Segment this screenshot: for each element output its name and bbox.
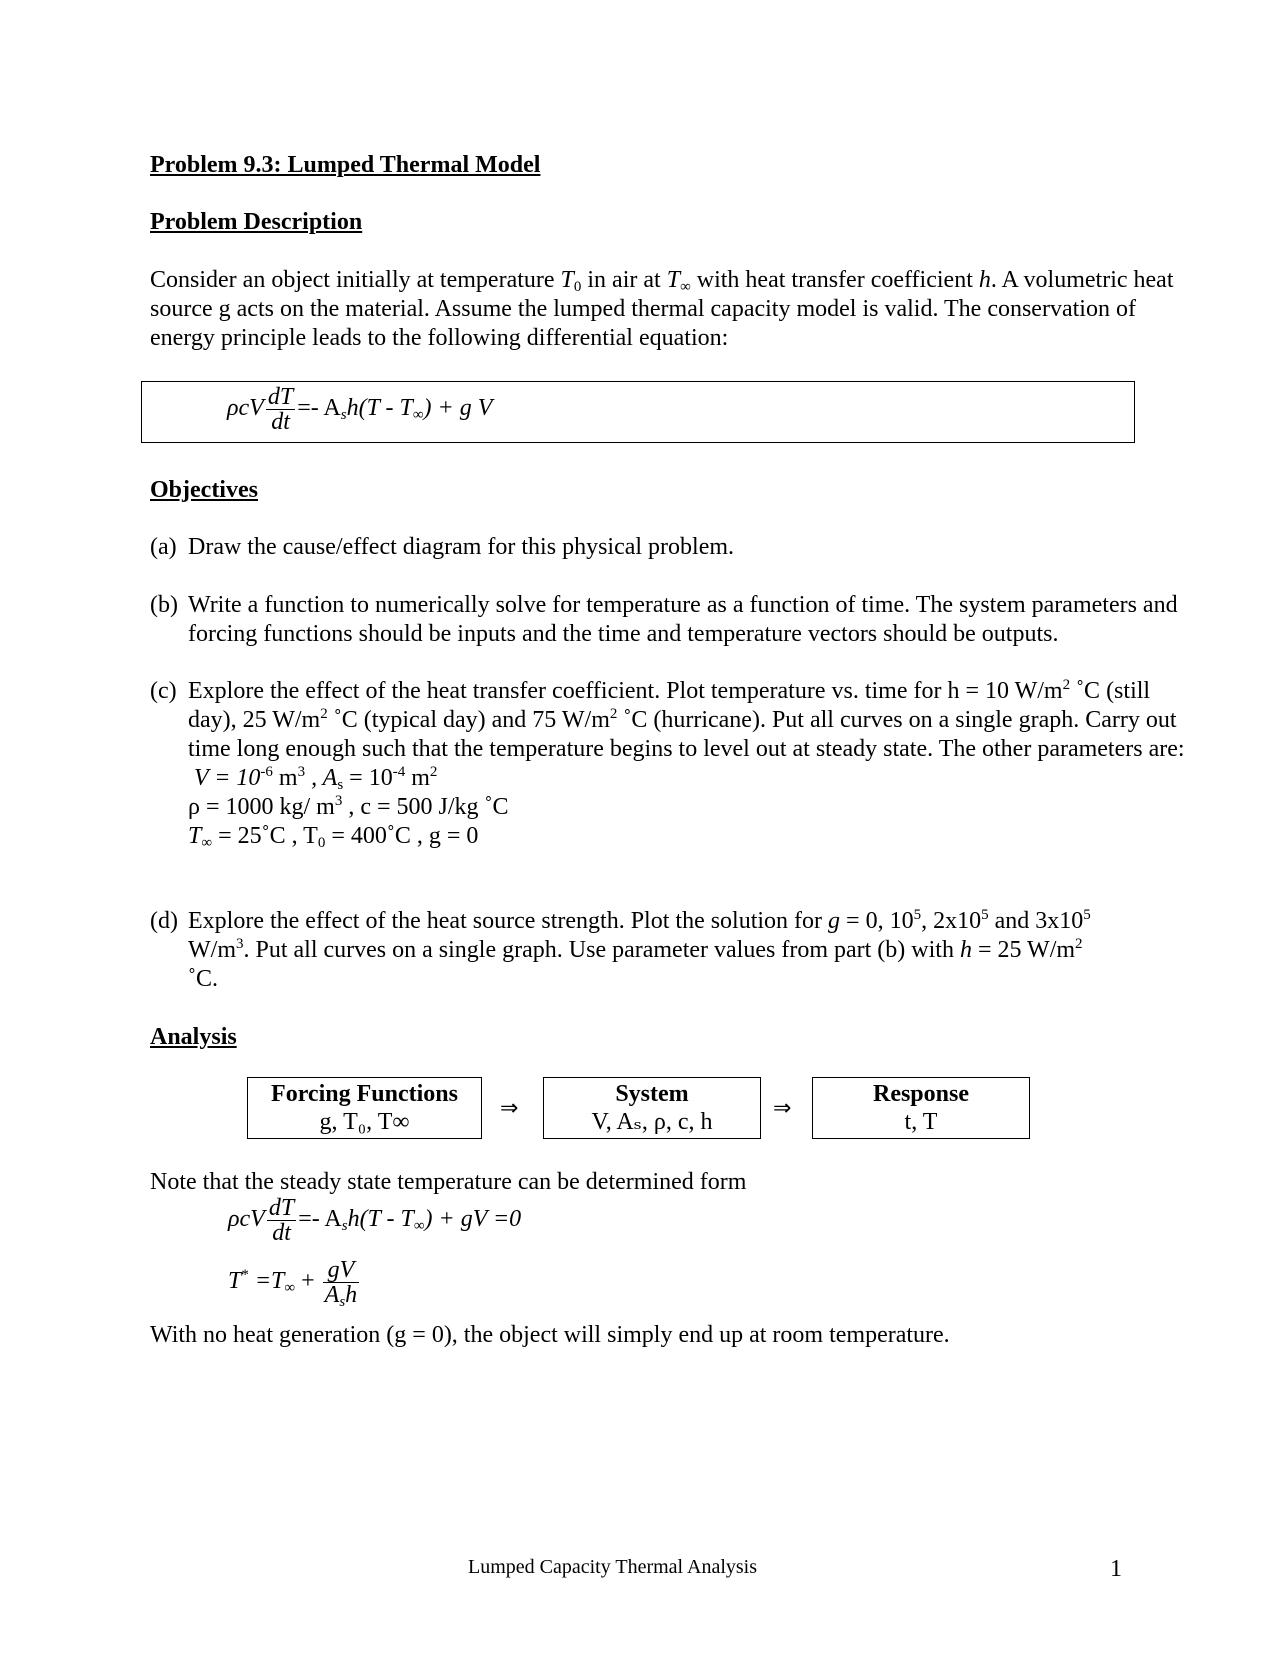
steady-state-equation: ρcV $\frac{dT}{dt}$ =- $A_sh(T - T_\infty)$ + gV =0	[228, 1195, 522, 1246]
note-text: Note that the steady state temperature can be determined form	[150, 1169, 747, 1195]
governing-equation-box	[141, 381, 1135, 443]
governing-equation: ρcV $\frac{dT}{dt}$ =- $A_sh(T - T_\infty) + g$ V	[227, 384, 493, 435]
conclusion-text: With no heat generation (g = 0), the object will simply end up at room temperature.	[150, 1322, 950, 1348]
description-paragraph: Consider an object initially at temperature $T_0$ in air at $T_\infty$ with heat transfer coefficient h. A volumetric heat source g acts on the material. Assume the lumped thermal capacity model is valid. The conservation of energy principle leads to the following differential equation:	[150, 267, 1174, 351]
objective-b: (b) Write a function to numerically solve for temperature as a function of time. The system parameters and forcing functions should be inputs and the time and temperature vectors should be outputs.	[150, 592, 1178, 647]
system-box: System V, Aₛ, ρ, c, h	[543, 1077, 761, 1139]
steady-temperature-equation: $T^* =T_\infty$ + $\frac{gV}{A_sh}$	[228, 1257, 358, 1310]
analysis-heading: Analysis	[150, 1024, 237, 1050]
forcing-functions-box: Forcing Functions g, T₀, T∞	[247, 1077, 482, 1139]
objectives-heading: Objectives	[150, 477, 258, 503]
objective-c: (c) Explore the effect of the heat transfer coefficient. Plot temperature vs. time for h = 10 $W/m^2$ ˚C (still day), 25 $W/m^2$ ˚C (typical day) and 75 $W/m^2$ ˚C (hurricane). Put all curves on a single graph. Carry out time long enough such that the temperature begins to level out at steady state. The other parameters are: $V = 10^{-6}$ $m^3$ , $A_s = 10^{-4}$ $m^2$ ρ = 1000 kg/ $m^3$ , c = 500 J/kg ˚C $T_\infty$ = 25˚C , $T_0$ = 400˚C , g = 0	[150, 677, 1190, 851]
parameter-list: $V = 10^{-6}$ $m^3$ , $A_s = 10^{-4}$ $m^2$ ρ = 1000 kg/ $m^3$ , c = 500 J/kg ˚C $T_\infty$ = 25˚C , $T_0$ = 400˚C , g = 0	[188, 764, 509, 851]
objective-d: (d) Explore the effect of the heat source strength. Plot the solution for g = 0, $10^5$, $2x10^5$ and $3x10^5$ $W/m^3$. Put all curves on a single graph. Use parameter values from part (b) with h = 25 $W/m^2$ ˚C.	[150, 907, 1091, 992]
description-heading: Problem Description	[150, 209, 363, 235]
response-box: Response t, T	[812, 1077, 1030, 1139]
page-number: 1	[1110, 1556, 1122, 1582]
objective-a: (a) Draw the cause/effect diagram for this physical problem.	[150, 534, 735, 560]
page-title: Problem 9.3: Lumped Thermal Model	[150, 152, 541, 178]
footer-title: Lumped Capacity Thermal Analysis	[468, 1556, 758, 1578]
right-arrow-icon: ⇒	[500, 1096, 519, 1121]
right-arrow-icon: ⇒	[773, 1096, 792, 1121]
